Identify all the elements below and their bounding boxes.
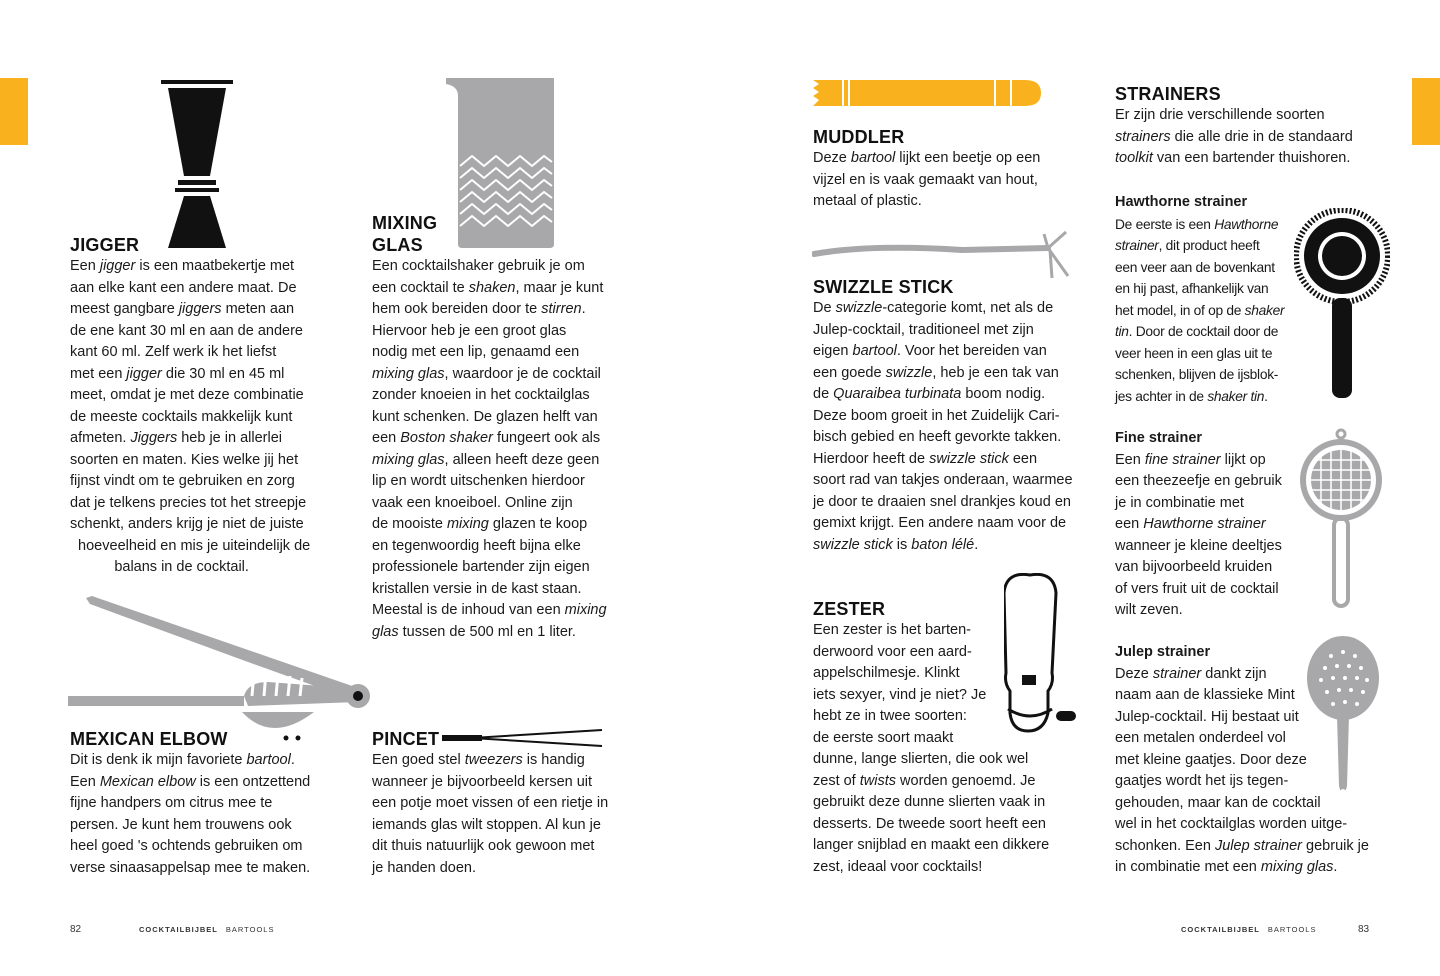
- text-line: naam aan de klassieke Mint: [1115, 687, 1295, 703]
- muddler-section: [813, 126, 1083, 213]
- text-line: een metalen onderdeel vol: [1115, 730, 1286, 746]
- text-line: in combinatie met een mixing glas.: [1115, 859, 1338, 875]
- text-line: soort rad van takjes onderaan, waarmee: [813, 472, 1073, 488]
- text-line: je in combinatie met: [1115, 494, 1244, 511]
- text-line: bisch gebied en heeft gevorkte takken.: [813, 429, 1062, 445]
- left-page-tab: [0, 78, 28, 145]
- strainers-intro: [1115, 105, 1395, 170]
- text-line: met kleine gaatjes. Door deze: [1115, 751, 1307, 768]
- mexican-elbow-title: MEXICAN ELBOW: [70, 729, 228, 749]
- swizzle-stick-title: SWIZZLE STICK: [813, 277, 954, 297]
- text-line: kant 60 ml. Zelf werk ik het liefst: [70, 344, 277, 360]
- text-line: meest gangbare jiggers meten aan: [70, 301, 295, 317]
- text-line: iets sexyer, vind je niet? Je: [813, 686, 987, 703]
- text-line: Hiervoor heb je een groot glas: [372, 322, 567, 339]
- text-line: de meeste cocktails makkelijk kunt: [70, 408, 293, 425]
- text-line: tin. Door de cocktail door de: [1115, 324, 1279, 339]
- text-line: Een zester is het barten-: [813, 622, 971, 638]
- text-line: een potje moet vissen of een rietje in: [372, 795, 609, 811]
- text-line: wanneer je kleine deeltjes: [1115, 537, 1282, 554]
- text-line: een theezeefje en gebruik: [1115, 473, 1282, 489]
- text-line: iemands glas wilt stoppen. Al kun je: [372, 816, 601, 833]
- swizzle-stick-body: [813, 298, 1083, 556]
- text-line: Een fine strainer lijkt op: [1115, 451, 1266, 468]
- text-line: Een cocktailshaker gebruik je om: [372, 258, 585, 274]
- text-line: Dit is denk ik mijn favoriete bartool.: [70, 752, 295, 768]
- left-page-number: 82: [70, 924, 82, 935]
- text-line: wilt zeven.: [1115, 602, 1183, 618]
- text-line: een cocktail te shaken, maar je kunt: [372, 279, 604, 296]
- hawthorne-body: [1115, 214, 1295, 408]
- julep-strainer-title: Julep strainer: [1115, 644, 1211, 660]
- text-line: eigen bartool. Voor het bereiden van: [813, 343, 1047, 359]
- text-line: Deze strainer dankt zijn: [1115, 665, 1267, 682]
- text-line: schenkt, anders krijg je niet de juiste: [70, 516, 304, 532]
- mixing-glas-title-2: GLAS: [372, 235, 423, 255]
- mixing-glas-body: [372, 256, 632, 643]
- text-line: zest, ideaal voor cocktails!: [813, 858, 983, 875]
- right-page-tab: [1412, 78, 1440, 145]
- text-line: strainers die alle drie in de standaard: [1115, 128, 1353, 145]
- text-line: De eerste is een Hawthorne: [1115, 216, 1279, 232]
- text-line: wel in het cocktailglas worden uitge-: [1115, 816, 1348, 832]
- text-line: professionele bartender zijn eigen: [372, 559, 590, 575]
- text-line: Deze boom groeit in het Zuidelijk Cari-: [813, 407, 1060, 424]
- left-running-footer: [139, 924, 274, 935]
- text-line: dat je telkens precies tot het streepje: [70, 494, 307, 511]
- text-line: heel goed 's ochtends gebruiken om: [70, 838, 303, 854]
- text-line: wanneer je bijvoorbeeld kersen uit: [372, 773, 593, 790]
- text-line: hem ook bereiden door te stirren.: [372, 301, 586, 317]
- text-line: vaak een knoeiboel. Online zijn: [372, 494, 573, 511]
- hawthorne-strainer-icon: [1294, 208, 1390, 400]
- swizzle-stick-section: [813, 276, 1083, 556]
- text-line: fijnst vindt om te gebruiken en zorg: [70, 473, 295, 489]
- text-line: kristallen versie in de kast staan.: [372, 580, 582, 597]
- pincet-title: PINCET: [372, 729, 440, 749]
- hawthorne-section: [1115, 192, 1295, 407]
- text-line: vijzel en is vaak gemaakt van hout,: [813, 171, 1038, 188]
- text-line: Hierdoor heeft de swizzle stick een: [813, 450, 1038, 467]
- text-line: je handen doen.: [372, 859, 477, 876]
- jigger-body: [70, 256, 340, 579]
- text-line: en hij past, afhankelijk van: [1115, 281, 1269, 296]
- mixing-glas-title-1: MIXING: [372, 213, 438, 233]
- text-line: mixing glas, waardoor je de cocktail: [372, 365, 601, 382]
- text-line: schenken, blijven de ijsblok-: [1115, 367, 1279, 382]
- text-line: gaatjes wordt het ijs tegen-: [1115, 773, 1289, 789]
- right-page-number: 83: [1358, 924, 1370, 935]
- text-line: dunne, lange slierten, die ook wel: [813, 751, 1029, 767]
- hawthorne-title: Hawthorne strainer: [1115, 194, 1248, 210]
- text-line: Een Mexican elbow is een ontzettend: [70, 773, 311, 790]
- right-running-footer: [1181, 924, 1316, 935]
- text-line: langer snijblad en maakt een dikkere: [813, 837, 1050, 853]
- pincet-body: [372, 750, 642, 879]
- fine-strainer-body: [1115, 450, 1300, 622]
- fine-strainer-section: [1115, 428, 1300, 622]
- text-line: metaal of plastic.: [813, 193, 922, 209]
- pincet-section: [372, 728, 642, 879]
- text-line: aan elke kant een andere maat. De: [70, 279, 297, 296]
- text-line: strainer, dit product heeft: [1115, 238, 1260, 253]
- text-line: of vers fruit uit de cocktail: [1115, 580, 1279, 597]
- text-line: Een goed stel tweezers is handig: [372, 752, 585, 768]
- text-line: nodig met een lip, genaamd een: [372, 344, 580, 360]
- text-line: toolkit van een bartender thuishoren.: [1115, 150, 1351, 166]
- text-line: zonder knoeien in het cocktailglas: [372, 387, 590, 403]
- text-line: gehouden, maar kan de cocktail: [1115, 794, 1321, 811]
- text-line: Er zijn drie verschillende soorten: [1115, 107, 1325, 123]
- text-line: soorten en maten. Kies welke jij het: [70, 451, 299, 468]
- text-line: Julep-cocktail. Hij bestaat uit: [1115, 708, 1299, 725]
- text-line: verse sinaasappelsap mee te maken.: [70, 859, 311, 876]
- text-line: de ene kant 30 ml en aan de andere: [70, 322, 303, 339]
- jigger-icon: [160, 78, 236, 250]
- text-line: de eerste soort maakt: [813, 729, 954, 746]
- zester-title: ZESTER: [813, 599, 886, 619]
- text-line: balans in de cocktail.: [70, 559, 249, 575]
- julep-strainer-section: [1115, 642, 1375, 879]
- muddler-icon: [813, 78, 1043, 108]
- strainers-section: [1115, 83, 1395, 170]
- text-line: het model, in of op de shaker: [1115, 302, 1285, 318]
- text-line: swizzle stick is baton lélé.: [813, 536, 979, 553]
- right-book-title: COCKTAILBIJBEL: [1181, 925, 1260, 934]
- jigger-title: JIGGER: [70, 235, 140, 255]
- text-line: hoeveelheid en mis je uiteindelijk de: [70, 537, 311, 554]
- text-line: glas tussen de 500 ml en 1 liter.: [372, 623, 576, 640]
- jigger-section: [70, 234, 340, 579]
- text-line: je door te draaien snel drankjes koud en: [813, 493, 1071, 510]
- zester-body: [813, 620, 1083, 878]
- text-line: zest of twists worden genoemd. Je: [813, 772, 1036, 789]
- text-line: de mooiste mixing glazen te koop: [372, 516, 588, 532]
- mexican-elbow-body: [70, 750, 340, 879]
- text-line: meet, omdat je met deze combinatie: [70, 387, 304, 403]
- right-section-name: BARTOOLS: [1267, 925, 1317, 934]
- text-line: met een jigger die 30 ml en 45 ml: [70, 365, 285, 382]
- text-line: jes achter in de shaker tin.: [1115, 388, 1268, 404]
- text-line: een goede swizzle, heb je een tak van: [813, 364, 1059, 381]
- text-line: lip en wordt uitschenken hierdoor: [372, 473, 585, 489]
- text-line: veer heen in een glas uit te: [1115, 345, 1273, 361]
- muddler-body: [813, 148, 1083, 213]
- zester-section: [813, 598, 1083, 878]
- text-line: Julep-cocktail, traditioneel met zijn: [813, 321, 1034, 338]
- text-line: van bijvoorbeeld kruiden: [1115, 559, 1273, 575]
- muddler-title: MUDDLER: [813, 127, 905, 147]
- left-book-title: COCKTAILBIJBEL: [139, 925, 218, 934]
- text-line: mixing glas, alleen heeft deze geen: [372, 451, 600, 468]
- strainers-title: STRAINERS: [1115, 84, 1221, 104]
- text-line: een Hawthorne strainer: [1115, 516, 1266, 532]
- text-line: hebt ze in twee soorten:: [813, 708, 967, 724]
- fine-strainer-icon: [1300, 428, 1384, 610]
- text-line: De swizzle-categorie komt, net als de: [813, 300, 1054, 316]
- text-line: gebruikt deze dunne slierten vaak in: [813, 794, 1046, 810]
- text-line: persen. Je kunt hem trouwens ook: [70, 816, 292, 833]
- text-line: desserts. De tweede soort heeft een: [813, 815, 1046, 832]
- text-line: de Quaraibea turbinata boom nodig.: [813, 386, 1046, 402]
- text-line: kunt schenken. De glazen helft van: [372, 408, 598, 425]
- swizzle-stick-icon: [812, 228, 1072, 280]
- text-line: gemixt krijgt. Een andere naam voor de: [813, 515, 1067, 531]
- text-line: Meestal is de inhoud van een mixing: [372, 602, 607, 618]
- text-line: derwoord voor een aard-: [813, 643, 972, 660]
- text-line: appelschilmesje. Klinkt: [813, 665, 960, 681]
- text-line: en tegenwoordig heeft bijna elke: [372, 537, 581, 554]
- text-line: Een jigger is een maatbekertje met: [70, 258, 295, 274]
- mexican-elbow-icon: [68, 592, 374, 744]
- text-line: dit thuis natuurlijk ook gewoon met: [372, 838, 595, 854]
- julep-strainer-body: [1115, 664, 1375, 879]
- left-section-name: BARTOOLS: [225, 925, 275, 934]
- fine-strainer-title: Fine strainer: [1115, 430, 1203, 446]
- mixing-glas-section: [372, 212, 632, 643]
- text-line: schonken. Een Julep strainer gebruik je: [1115, 837, 1369, 854]
- text-line: fijne handpers om citrus mee te: [70, 795, 273, 811]
- text-line: een Boston shaker fungeert ook als: [372, 430, 601, 446]
- text-line: Deze bartool lijkt een beetje op een: [813, 150, 1041, 166]
- text-line: een veer aan de bovenkant: [1115, 259, 1275, 275]
- text-line: afmeten. Jiggers heb je in allerlei: [70, 430, 282, 446]
- mexican-elbow-section: [70, 728, 340, 879]
